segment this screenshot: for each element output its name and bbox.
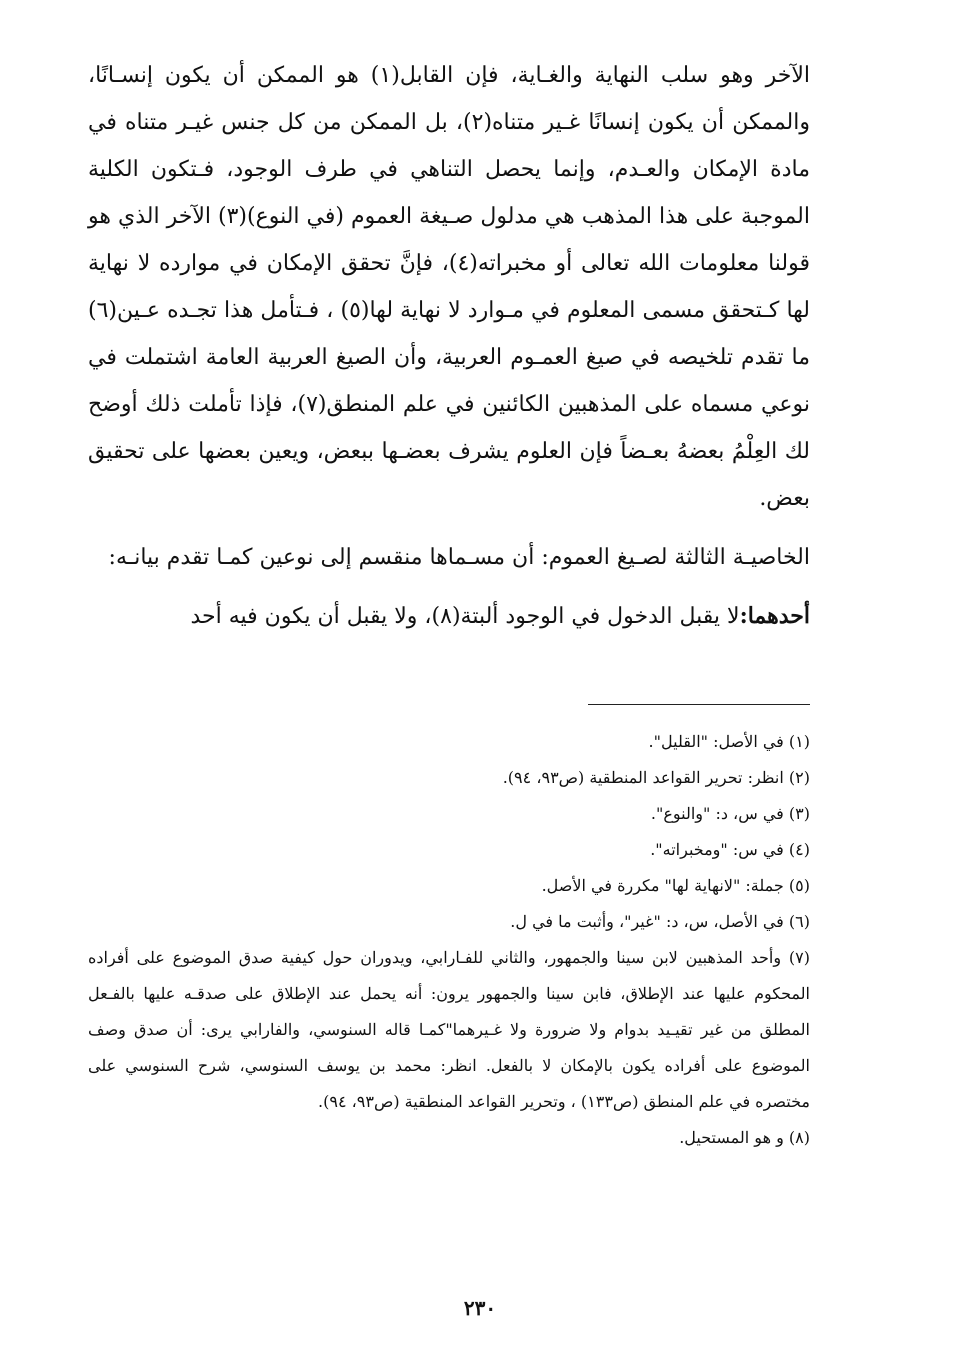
footnote-6: (٦) في الأصل، س، د: "غير"، وأثبت ما في ل.	[510, 912, 810, 931]
main-text	[88, 52, 810, 640]
footnote-3: (٣) في س، د: "والنوع".	[650, 804, 810, 823]
footnote-separator	[588, 704, 810, 705]
paragraph-3	[88, 593, 810, 640]
paragraph-3-lead: أحدهما:	[739, 603, 810, 629]
footnote-4: (٤) في س: "ومخبراته".	[650, 840, 810, 859]
footnotes	[88, 724, 810, 1156]
footnote-5: (٥) جملة: "لانهاية لها" مكررة في الأصل.	[541, 876, 810, 895]
paragraph-1: الآخر وهو سلب النهاية والغـاية، فإن القابل(١) هو الممكن أن يكون إنسـانًا، والممكن أن يكون إنسانًا غـير متناه(٢)، بل الممكن من كل جنس غيـر متناه في مادة الإمكان والعـدم، وإنما يحصل التناهي في طرف الوجود، فـتكون الكلية الموجبة على هذا المذهب هي مدلول صـيغة العموم (في النوع)(٣) الآخر الذي هو قولنا معلومات الله تعالى أو مخبراته(٤)، فإنَّ تحقق الإمكان في موارده لا نهاية لها كـتحقق مسمى المعلوم في مـوارد لا نهاية لها(٥) ، فـتأمل هذا تجـده عـين(٦) ما تقدم تلخيصه في صيغ العمـوم العربية، وأن الصيغ العربية العامة اشتملت في نوعي مسماه على المذهبين الكائنين في علم المنطق(٧)، فإذا تأملت ذلك أوضح لك العِلْمُ بعضهُ بعـضاً فإن العلوم يشرف بعضـها ببعض، ويعين بعضها على تحقيق بعض.	[88, 63, 811, 511]
page-number: ٢٣٠	[463, 1296, 497, 1320]
paragraph-3-text: لا يقبل الدخول في الوجود ألبتة(٨)، ولا يقبل أن يكون فيه أحد	[190, 604, 740, 629]
paragraph-2: الخاصيـة الثالثة لصـيغ العموم: أن مسـماها منقسم إلى نوعين كمـا تقدم بيانـه:	[108, 545, 810, 570]
footnote-1: (١) في الأصل: "القليل".	[648, 732, 810, 751]
footnote-8: (٨) و هو المستحيل.	[679, 1128, 810, 1147]
footnote-7: (٧) وأحد المذهبين لابن سينا والجمهور، والثاني للفـارابي، ويدوران حول كيفية صدق الموضوع على أفراده المحكوم عليها عند الإطلاق، فابن سينا والجمهور يرون: أنه يحمل عند الإطلاق على صدقـه عليها بالفـعل المطلق من غير تقيـيد بدوام ولا ضرورة ولا غـيرهما"كمـا قاله السنوسي، والفارابي يرى: أن صدق وصف الموضوع على أفراده يكون بالإمكان لا بالفعل. انظر: محمد بن يوسف السنوسي، شرح السنوسي على مختصره في علم المنطق (ص١٣٣) ، وتحرير القواعد المنطقية (ص٩٣، ٩٤).	[88, 948, 810, 1111]
footnote-2: (٢) انظر: تحرير القواعد المنطقية (ص٩٣، ٩٤).	[502, 768, 810, 787]
